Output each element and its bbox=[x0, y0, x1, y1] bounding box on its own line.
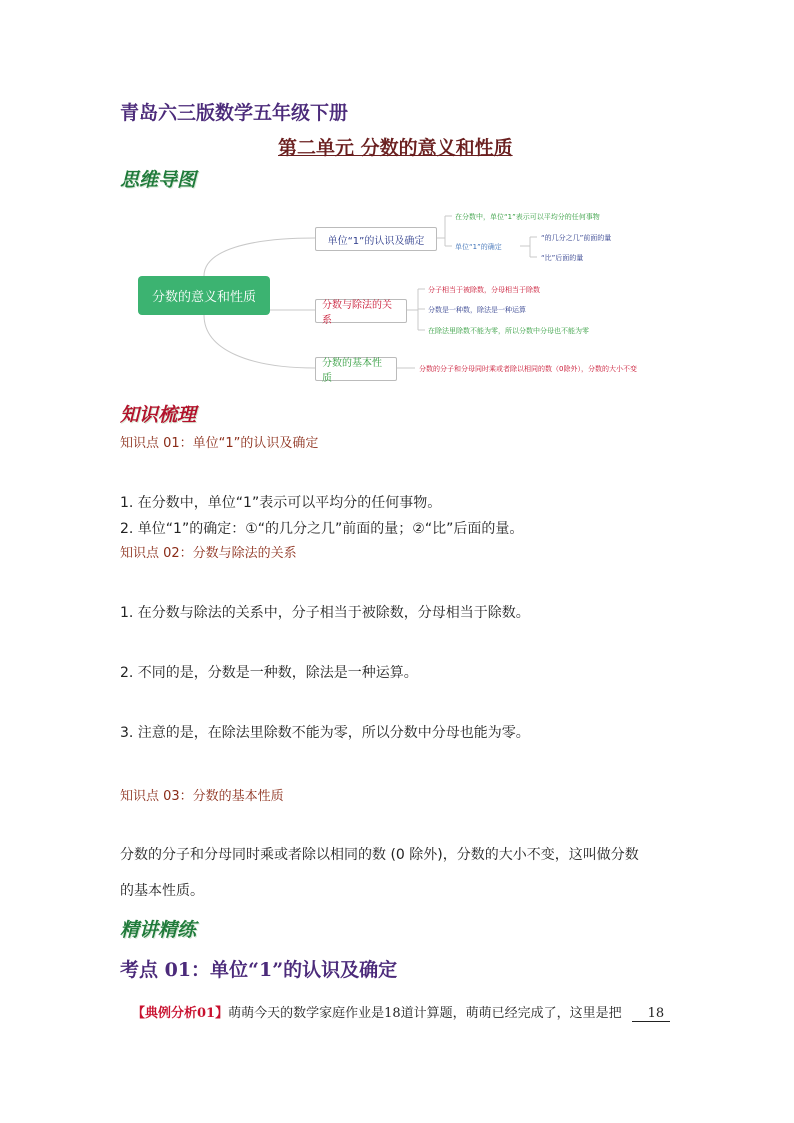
knowledge-point-1-title: 知识点 01：单位“1”的认识及确定 bbox=[120, 436, 319, 451]
mind-map-root: 分数的意义和性质 bbox=[138, 276, 270, 315]
knowledge-point-2-line-1: 1. 在分数与除法的关系中，分子相当于被除数，分母相当于除数。 bbox=[120, 605, 530, 621]
mind-map-branch-fraction-division: 分数与除法的关系 bbox=[315, 299, 407, 323]
book-title: 青岛六三版数学五年级下册 bbox=[120, 102, 349, 124]
knowledge-point-2-line-2: 2. 不同的是，分数是一种数，除法是一种运算。 bbox=[120, 665, 418, 681]
mind-map-branch-basic-property: 分数的基本性质 bbox=[315, 357, 397, 381]
unit-title: 第二单元 分数的意义和性质 bbox=[278, 137, 513, 159]
knowledge-point-3-title: 知识点 03：分数的基本性质 bbox=[120, 789, 284, 804]
connector-root-branch1 bbox=[204, 238, 315, 276]
example-text: 萌萌今天的数学家庭作业是18道计算题，萌萌已经完成了，这里是把 bbox=[228, 1006, 622, 1021]
exam-point-title: 考点 01：单位“1”的认识及确定 bbox=[120, 959, 398, 981]
connector-branch2-leaves bbox=[405, 289, 425, 330]
knowledge-point-2-title: 知识点 02：分数与除法的关系 bbox=[120, 546, 297, 561]
example-question bbox=[132, 1002, 670, 1022]
mind-map-subleaf: “比”后面的量 bbox=[541, 254, 584, 262]
connector-branch1-subleaves bbox=[520, 237, 537, 257]
mind-map-leaf: 分数的分子和分母同时乘或者除以相同的数（0除外），分数的大小不变 bbox=[419, 365, 637, 373]
mind-map-leaf: 分子相当于被除数，分母相当于除数 bbox=[428, 286, 540, 294]
mind-map-branch-unit-one: 单位“1”的认识及确定 bbox=[315, 227, 437, 251]
knowledge-point-3-line-1: 分数的分子和分母同时乘或者除以相同的数 (0 除外)，分数的大小不变，这叫做分数 bbox=[120, 847, 639, 863]
connector-root-branch3 bbox=[204, 315, 315, 368]
section-practice-heading: 精讲精练 bbox=[120, 919, 197, 941]
knowledge-point-2-line-3: 3. 注意的是，在除法里除数不能为零，所以分数中分母也能为零。 bbox=[120, 725, 530, 741]
knowledge-point-1-line-1: 1. 在分数中，单位“1”表示可以平均分的任何事物。 bbox=[120, 495, 442, 511]
section-mind-map-heading: 思维导图 bbox=[120, 169, 197, 191]
example-answer-blank: 18 bbox=[632, 1006, 671, 1022]
mind-map-leaf: 单位“1”的确定 bbox=[455, 243, 502, 251]
example-tag: 【典例分析01】 bbox=[132, 1006, 229, 1021]
mind-map-leaf: 分数是一种数，除法是一种运算 bbox=[428, 306, 526, 314]
mind-map-leaf: 在除法里除数不能为零，所以分数中分母也不能为零 bbox=[428, 327, 589, 335]
connector-branch1-leaves bbox=[435, 216, 452, 246]
mind-map-leaf: 在分数中，单位“1”表示可以平均分的任何事物 bbox=[455, 213, 600, 221]
knowledge-point-3-line-2: 的基本性质。 bbox=[120, 883, 204, 899]
section-knowledge-heading: 知识梳理 bbox=[120, 404, 197, 426]
knowledge-point-1-line-2: 2. 单位“1”的确定：①“的几分之几”前面的量；②“比”后面的量。 bbox=[120, 521, 524, 537]
mind-map-subleaf: “的几分之几”前面的量 bbox=[541, 234, 612, 242]
